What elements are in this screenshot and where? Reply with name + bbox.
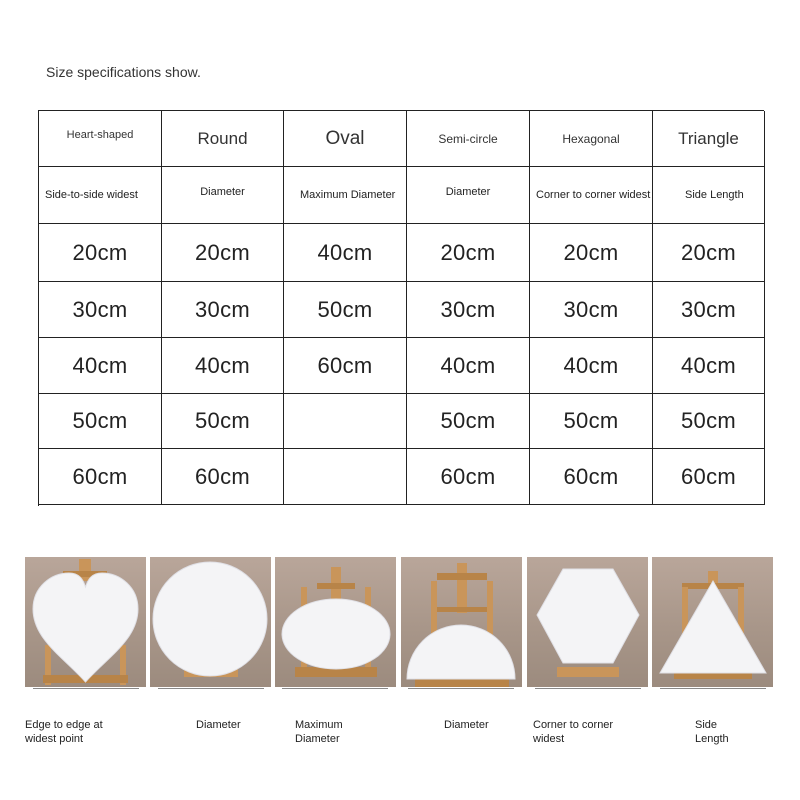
desc-triangle: Side Length — [653, 167, 765, 224]
caption-round: Diameter — [196, 719, 241, 731]
measure-line — [660, 688, 766, 689]
heart-canvas-photo — [25, 557, 146, 687]
semi-circle-canvas-photo — [401, 557, 522, 687]
caption-heart-shaped: Edge to edge at widest point — [25, 719, 103, 745]
header-round: Round — [162, 111, 284, 167]
header-triangle: Triangle — [653, 111, 765, 167]
table-cell: 30cm — [407, 282, 530, 338]
measure-line — [282, 688, 388, 689]
shape-photo-strip — [0, 557, 800, 687]
table-cell — [284, 394, 407, 449]
table-cell: 20cm — [653, 224, 765, 282]
oval-canvas-photo — [275, 557, 396, 687]
table-cell: 60cm — [530, 449, 653, 505]
caption-hexagonal: Corner to corner widest — [533, 719, 614, 745]
table-cell: 40cm — [407, 338, 530, 394]
table-cell: 20cm — [162, 224, 284, 282]
table-cell: 60cm — [653, 449, 765, 505]
header-oval: Oval — [284, 111, 407, 167]
measure-line — [408, 688, 514, 689]
caption-oval: Maximum Diameter — [295, 719, 343, 745]
measure-line — [158, 688, 264, 689]
table-cell: 40cm — [162, 338, 284, 394]
desc-hexagonal: Corner to corner widest — [530, 167, 653, 224]
page-heading: Size specifications show. — [46, 64, 201, 80]
table-cell: 20cm — [407, 224, 530, 282]
table-cell: 30cm — [653, 282, 765, 338]
table-cell: 50cm — [284, 282, 407, 338]
triangle-canvas-photo — [652, 557, 773, 687]
caption-triangle: Side Length — [695, 719, 729, 745]
table-cell: 50cm — [530, 394, 653, 449]
desc-semi-circle: Diameter — [407, 167, 530, 224]
header-hexagonal: Hexagonal — [530, 111, 653, 167]
table-cell: 30cm — [162, 282, 284, 338]
round-canvas-photo — [150, 557, 271, 687]
table-cell: 40cm — [653, 338, 765, 394]
table-cell: 30cm — [39, 282, 162, 338]
table-cell: 50cm — [39, 394, 162, 449]
header-semi-circle: Semi-circle — [407, 111, 530, 167]
measure-line — [33, 688, 139, 689]
table-cell — [284, 449, 407, 505]
table-cell: 60cm — [39, 449, 162, 505]
table-cell: 50cm — [653, 394, 765, 449]
header-heart-shaped: Heart-shaped — [39, 111, 162, 167]
table-cell: 50cm — [162, 394, 284, 449]
table-cell: 30cm — [530, 282, 653, 338]
table-cell: 60cm — [162, 449, 284, 505]
desc-round: Diameter — [162, 167, 284, 224]
table-cell: 20cm — [39, 224, 162, 282]
table-cell: 50cm — [407, 394, 530, 449]
measure-line — [535, 688, 641, 689]
hexagonal-canvas-photo — [527, 557, 648, 687]
table-cell: 20cm — [530, 224, 653, 282]
caption-semi-circle: Diameter — [444, 719, 489, 731]
table-cell: 60cm — [284, 338, 407, 394]
table-cell: 40cm — [39, 338, 162, 394]
desc-oval: Maximum Diameter — [284, 167, 407, 224]
table-cell: 40cm — [530, 338, 653, 394]
table-cell: 40cm — [284, 224, 407, 282]
desc-heart-shaped: Side-to-side widest — [39, 167, 162, 224]
table-cell: 60cm — [407, 449, 530, 505]
size-spec-table — [38, 110, 764, 506]
